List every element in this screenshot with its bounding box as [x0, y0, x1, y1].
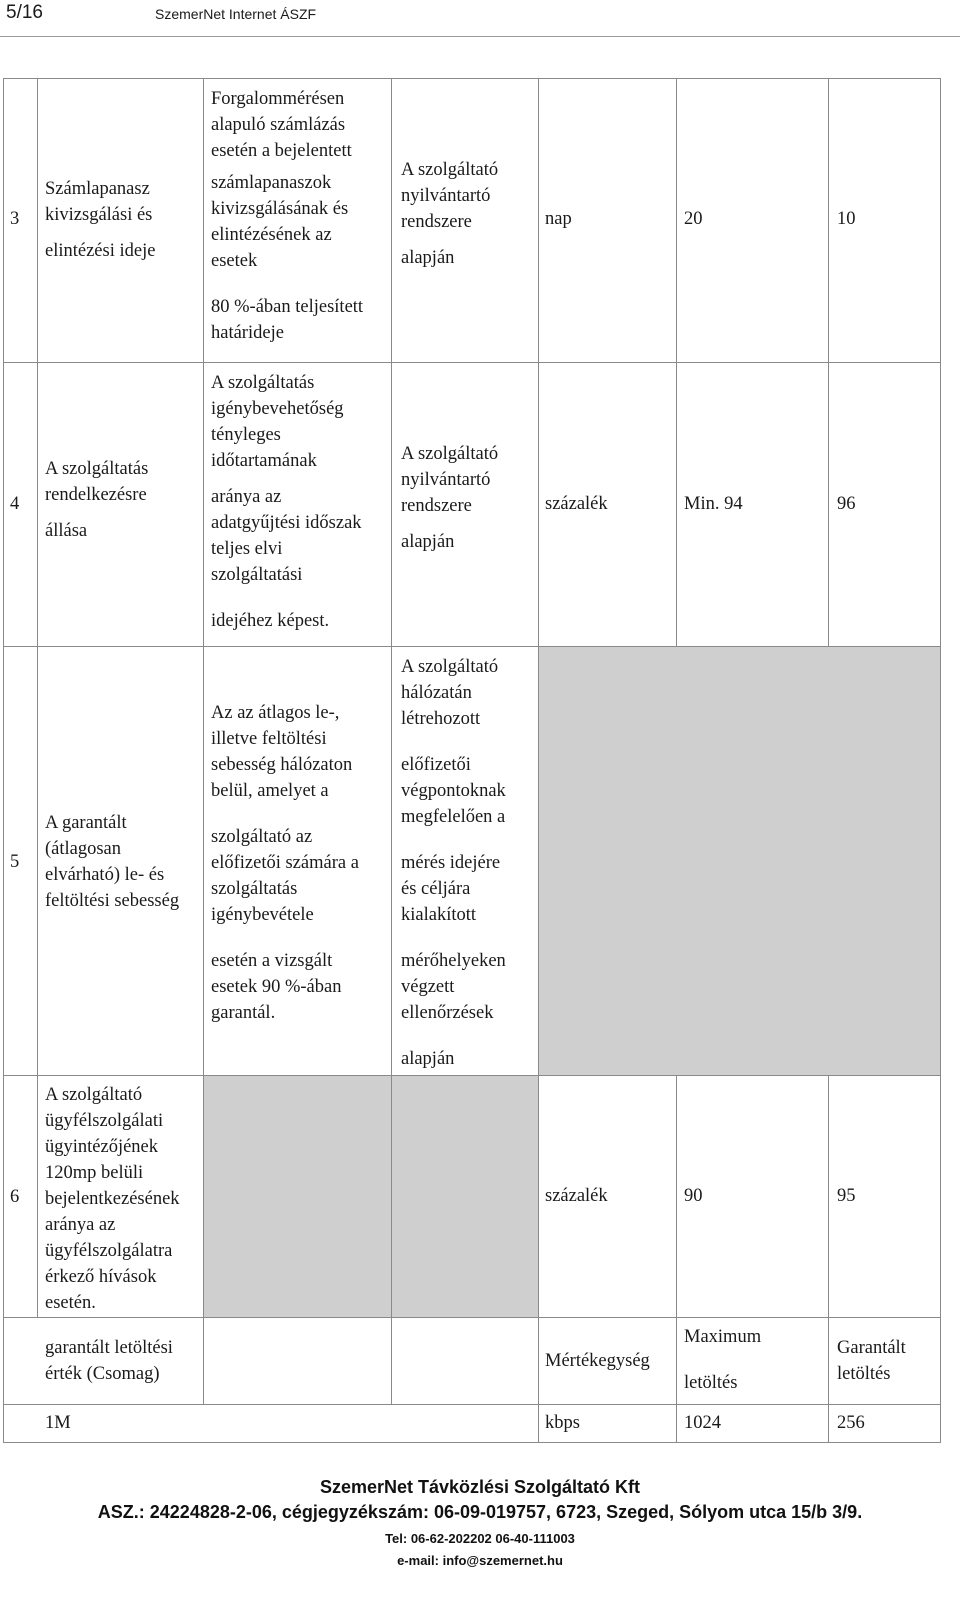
actual-value: 95 — [837, 1186, 856, 1206]
grid-line — [391, 78, 392, 1404]
package-max-download: 1024 — [684, 1413, 721, 1433]
grid-line — [538, 78, 539, 1443]
grid-line — [940, 78, 941, 1443]
unit: nap — [545, 209, 572, 229]
actual-value: 10 — [837, 209, 856, 229]
unit-header: Mértékegység — [545, 1351, 650, 1371]
measurement-method: A szolgáltató nyilvántartó rendszere alapján — [401, 444, 499, 552]
grid-line — [3, 78, 4, 1443]
company-registry: ASZ.: 24224828-2-06, cégjegyzékszám: 06-09-019757, 6723, Szeged, Sólyom utca 15/b 3/9. — [97, 1502, 863, 1522]
grid-line — [3, 646, 941, 647]
measurement-method: A szolgáltató nyilvántartó rendszere alapján — [401, 160, 499, 268]
row-number: 4 — [10, 494, 20, 514]
company-phone: Tel: 06-62-202202 06-40-111003 — [385, 1531, 575, 1546]
indicator-name: A szolgáltatás rendelkezésre állása — [45, 459, 149, 541]
na-cell-row6-definition — [204, 1076, 391, 1317]
indicator-name: A szolgáltató ügyfélszolgálati ügyintézőjének 120mp belüli bejelentkezésének aránya az ügyfélszolgálatra érkező hívások esetén. — [45, 1085, 180, 1313]
grid-line — [828, 1076, 829, 1443]
grid-line — [37, 78, 38, 1317]
package-header-label: garantált letöltési érték (Csomag) — [45, 1338, 173, 1384]
indicator-name: A garantált (átlagosan elvárható) le- és feltöltési sebesség — [45, 813, 180, 911]
package-name: 1M — [45, 1413, 71, 1433]
grid-line — [3, 1075, 941, 1076]
target-value: 90 — [684, 1186, 703, 1206]
indicator-definition: Az az átlagos le-, illetve feltöltési sebesség hálózaton belül, amelyet a szolgáltató az előfizetői számára a szolgáltatás igénybevétele esetén a vizsgált esetek 90 %-ában garantál. — [211, 703, 359, 1023]
grid-line — [3, 1442, 941, 1443]
grid-line — [3, 1317, 941, 1318]
row-number: 6 — [10, 1187, 20, 1207]
measurement-method: A szolgáltató hálózatán létrehozott előfizetői végpontoknak megfelelően a mérés idejére és céljára kialakított mérőhelyeken végzett ellenőrzések alapján — [401, 657, 506, 1069]
indicator-name: Számlapanasz kivizsgálási és elintézési ideje — [45, 179, 156, 261]
package-guaranteed-download: 256 — [837, 1413, 865, 1433]
grid-line — [3, 78, 941, 79]
target-value: 20 — [684, 209, 703, 229]
document-title: SzemerNet Internet ÁSZF — [155, 6, 317, 22]
grid-line — [203, 78, 204, 1404]
grid-line — [3, 362, 941, 363]
unit: százalék — [545, 1186, 608, 1206]
company-name: SzemerNet Távközlési Szolgáltató Kft — [319, 1477, 641, 1497]
header-divider — [0, 36, 960, 37]
target-value: Min. 94 — [684, 494, 743, 514]
row-number: 3 — [10, 209, 20, 229]
indicator-definition: A szolgáltatás igénybevehetőség tényleges időtartamának aránya az adatgyűjtési időszak teljes elvi szolgáltatási idejéhez képest. — [211, 373, 362, 631]
indicator-definition: Forgalommérésen alapuló számlázás esetén a bejelentett számlapanaszok kivizsgálásának és elintézésének az esetek 80 %-ában teljesített határideje — [211, 89, 364, 343]
na-cell-row6-method — [392, 1076, 538, 1317]
na-cell-row5-unit — [539, 647, 940, 1075]
actual-value: 96 — [837, 494, 856, 514]
grid-line — [676, 1076, 677, 1443]
page-counter: 5/16 — [6, 2, 43, 23]
page-header — [0, 0, 960, 48]
row-number: 5 — [10, 852, 20, 872]
company-email: e-mail: info@szemernet.hu — [397, 1553, 563, 1568]
unit: százalék — [545, 494, 608, 514]
grid-line — [3, 1404, 941, 1405]
package-unit: kbps — [545, 1413, 580, 1433]
guaranteed-download-header: Garantált letöltés — [837, 1338, 906, 1384]
max-download-header: Maximum letöltés — [684, 1327, 762, 1393]
